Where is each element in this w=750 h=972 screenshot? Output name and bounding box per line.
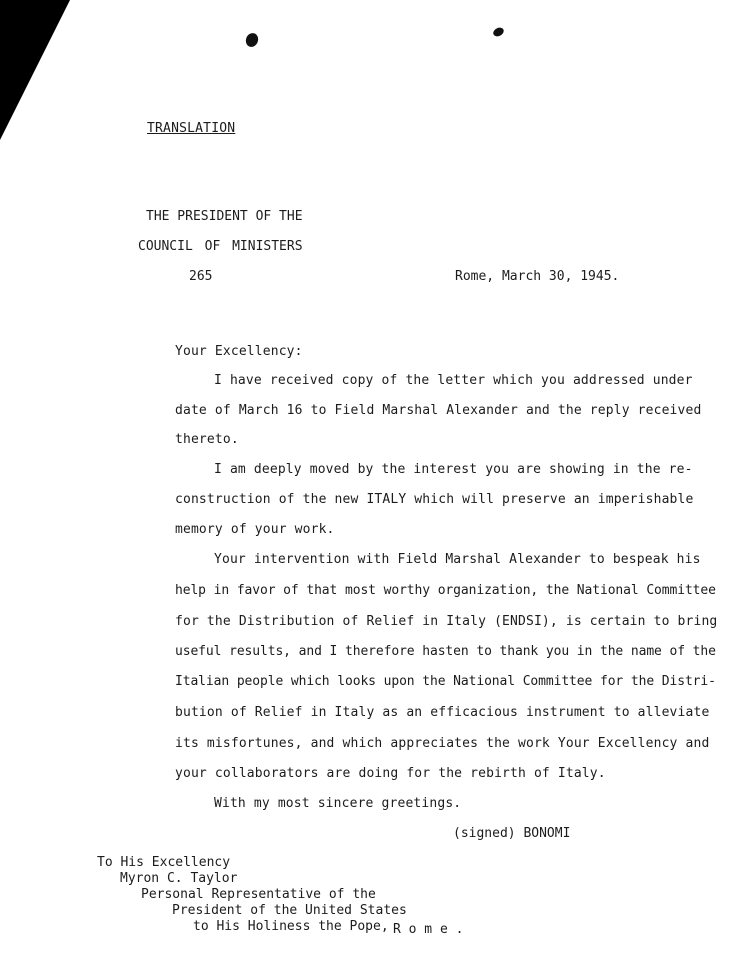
place-date: Rome, March 30, 1945.: [455, 269, 620, 284]
body-line: your collaborators are doing for the rebirth of Italy.: [175, 766, 606, 781]
body-line: Italian people which looks upon the National Committee for the Distri-: [175, 674, 716, 689]
body-line: date of March 16 to Field Marshal Alexander and the reply received: [175, 403, 702, 418]
addressee-line-3: Personal Representative of the: [141, 887, 376, 902]
scan-corner-shadow: [0, 0, 70, 140]
body-line: its misfortunes, and which appreciates the work Your Excellency and: [175, 736, 710, 751]
addressee-line-2: Myron C. Taylor: [120, 871, 238, 886]
body-line: useful results, and I therefore hasten to thank you in the name of the: [175, 644, 716, 659]
addressee-city: R o m e .: [393, 922, 464, 937]
body-line: Your intervention with Field Marshal Alexander to bespeak his: [214, 552, 701, 567]
body-line: I have received copy of the letter which you addressed under: [214, 373, 693, 388]
salutation: Your Excellency:: [175, 344, 303, 359]
ink-blot: [244, 31, 260, 48]
body-line: I am deeply moved by the interest you are showing in the re-: [214, 462, 693, 477]
addressee-line-1: To His Excellency: [97, 855, 231, 870]
ink-blot: [492, 26, 505, 38]
sender-line-1: THE PRESIDENT OF THE: [146, 209, 303, 224]
signature: (signed) BONOMI: [453, 826, 571, 841]
sender-line-2: COUNCIL OF MINISTERS: [138, 239, 303, 254]
closing-line: With my most sincere greetings.: [214, 796, 462, 811]
addressee-line-4: President of the United States: [172, 903, 407, 918]
reference-number: 265: [189, 269, 213, 284]
body-line: construction of the new ITALY which will preserve an imperishable: [175, 492, 694, 507]
addressee-line-5: to His Holiness the Pope,: [193, 919, 389, 934]
translation-heading: TRANSLATION: [147, 121, 236, 136]
body-line: thereto.: [175, 432, 239, 447]
body-line: help in favor of that most worthy organization, the National Committee: [175, 583, 716, 598]
body-line: for the Distribution of Relief in Italy (ENDSI), is certain to bring: [175, 614, 718, 629]
body-line: memory of your work.: [175, 522, 335, 537]
body-line: bution of Relief in Italy as an efficacious instrument to alleviate: [175, 705, 710, 720]
